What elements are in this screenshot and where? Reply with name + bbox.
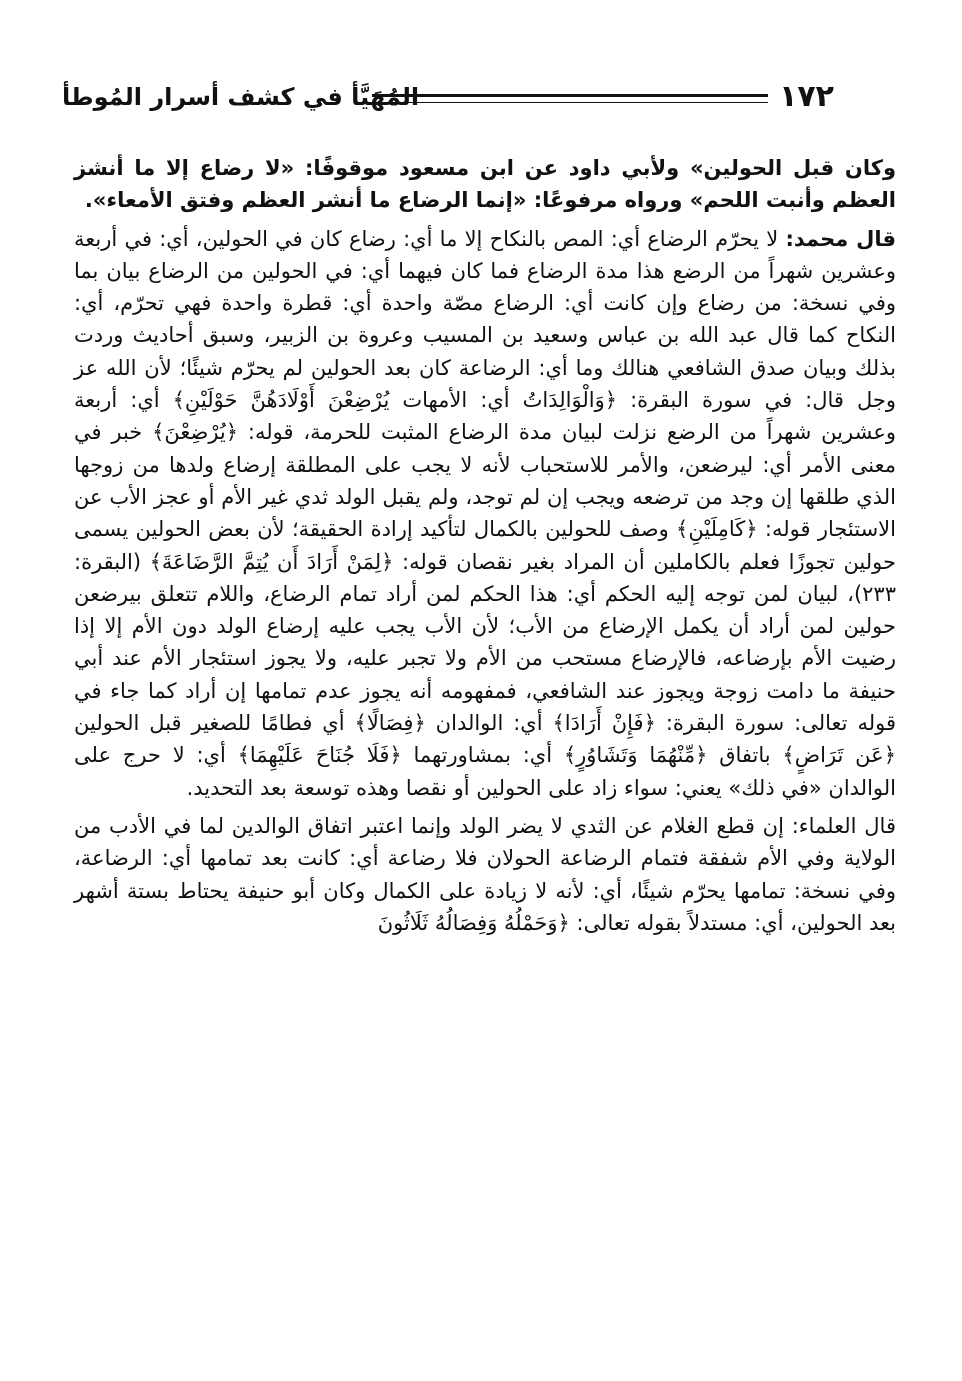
header-rule (372, 94, 768, 97)
page-number: ١٧٢ (779, 79, 834, 114)
paragraph-1: وكان قبل الحولين» ولأبي داود عن ابن مسعود موقوفًا: «لا رضاع إلا ما أنشز العظم وأنبت اللحم» ورواه مرفوعًا: «إنما الرضاع ما أنشر العظم وفتق الأمعاء». (74, 156, 896, 213)
page-header (62, 76, 834, 120)
header-rule-thin (372, 102, 768, 103)
paragraph-3: قال العلماء: إن قطع الغلام عن الثدي لا يضر الولد وإنما اعتبر اتفاق الوالدين لما في الأدب من الولاية وفي الأم شفقة فتمام الرضاعة الحولان فلا رضاعة أي: كانت بعد تمامها أي: الرضاعة، وفي نسخة: تمامها يحرّم شيئًا، أي: لأنه لا زيادة على الكمال وكان أبو حنيفة يحتاط بستة أشهر بعد الحولين، أي: مستدلاً بقوله تعالى: ﴿وَحَمْلُهُ وَفِصَالُهُ ثَلَاثُونَ (74, 813, 896, 935)
paragraph-2-text: لا يحرّم الرضاع أي: المص بالنكاح إلا ما أي: رضاع كان في الحولين، أي: في أربعة وعشرين شهراً من الرضع هذا مدة الرضاع فما كان فيهما أي: في الحولين من الرضاع بيان بما وفي نسخة: من رضاع وإن كانت أي: الرضاع مصّة واحدة أي: قطرة واحدة فهي تحرّم، أي: النكاح كما قال عبد الله بن عباس وسعيد بن المسيب وعروة بن الزبير، وسبق أحاديث وردت بذلك وبيان صدق الشافعي هنالك وما أي: الرضاعة كان بعد الحولين لم يحرّم شيئًا؛ لأن الله عز وجل قال: في سورة البقرة: ﴿وَالْوَالِدَاتُ أي: الأمهات يُرْضِعْنَ أَوْلَادَهُنَّ حَوْلَيْنِ﴾ أي: أربعة وعشرين شهراً من الرضع نزلت لبيان مدة الرضاع المثبت للحرمة، قوله: ﴿يُرْضِعْنَ﴾ خبر في معنى الأمر أي: ليرضعن، والأمر للاستحباب لأنه لا يجب على المطلقة إرضاع ولدها من زوجها الذي طلقها إن وجد من ترضعه ويجب إن لم توجد، ولم يقبل الولد ثدي غير الأم أو عجز الأب عن الاستئجار قوله: ﴿كَامِلَيْنِ﴾ وصف للحولين بالكمال لتأكيد إرادة الحقيقة؛ لأن بعض الحولين يسمى حولين تجوزًا فعلم بالكاملين أن المراد بغير نقصان قوله: ﴿لِمَنْ أَرَادَ أَن يُتِمَّ الرَّضَاعَةَ﴾ (البقرة: ٢٣٣)، لبيان لمن توجه إليه الحكم أي: هذا الحكم لمن أراد تمام الرضاع، واللام تتعلق بيرضعن حولين لمن أراد أن يكمل الإرضاع من الأب؛ لأن الأب يجب عليه إرضاع الولد دون الأم إلا إذا رضيت الأم بإرضاعه، فالإرضاع مستحب من الأم ولا تجبر عليه، ولا يجوز استئجار الأم عند أبي حنيفة ما دامت زوجة ويجوز عند الشافعي، فمفهومه أنه يجوز عدم تمامها إن أراد كما جاء في قوله تعالى: سورة البقرة: ﴿فَإِنْ أَرَادَا﴾ أي: الوالدان ﴿فِصَالًا﴾ أي فطامًا للصغير قبل الحولين ﴿عَن تَرَاضٍ﴾ باتفاق ﴿مِّنْهُمَا وَتَشَاوُرٍ﴾ أي: بمشاورتهما ﴿فَلَا جُنَاحَ عَلَيْهِمَا﴾ أي: لا حرج على الوالدان «في ذلك» يعني: سواء زاد على الحولين أو نقصا وهذه توسعة بعد التحديد. (74, 226, 896, 800)
paragraph-2 (74, 223, 896, 804)
body-text (74, 152, 896, 939)
paragraph-2-lead: قال محمد: (785, 226, 896, 251)
book-title: المُهَيَّأ في كشف أسرار المُوطأ (62, 83, 420, 111)
